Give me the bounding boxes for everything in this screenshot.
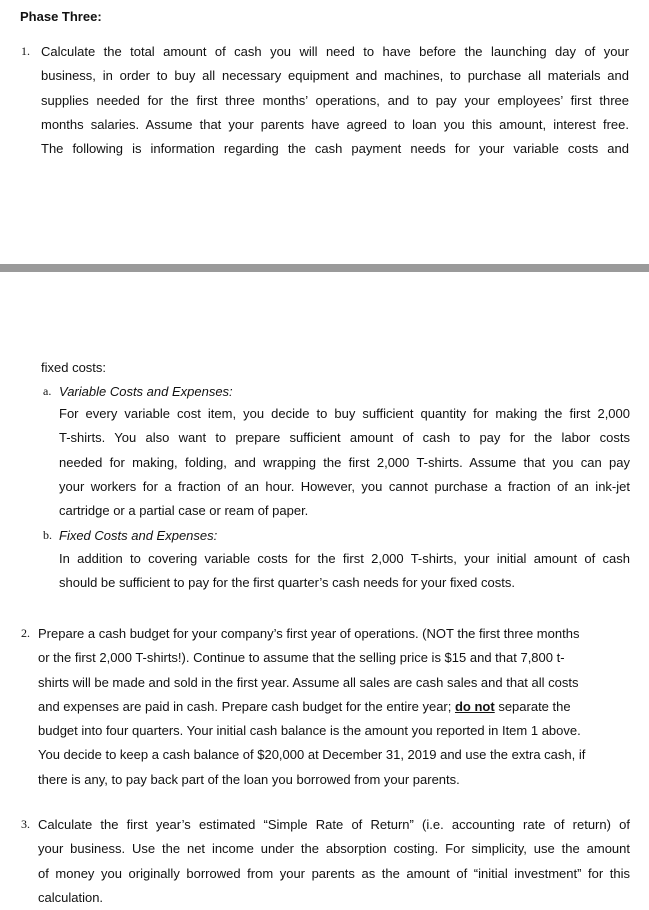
sub-a-letter: a. <box>43 384 52 398</box>
item-3-line: Calculate the first year’s estimated “Simple Rate of Return” (i.e. accounting rate of return) of <box>38 817 630 832</box>
sub-a-text <box>59 402 630 499</box>
item-2-line: or the first 2,000 T-shirts!). Continue to assume that the selling price is $15 and that 7,800 t- <box>38 650 565 666</box>
item-2-line: Prepare a cash budget for your company’s first year of operations. (NOT the first three months <box>38 626 580 641</box>
item-3-last-line: calculation. <box>38 890 104 905</box>
sub-b-line: In addition to covering variable costs for the first 2,000 T-shirts, your initial amount of cash <box>59 551 630 566</box>
item-2-text <box>38 622 630 792</box>
sub-a-title: Variable Costs and Expenses: <box>59 384 233 399</box>
sub-b-text <box>59 547 630 571</box>
item-1-line: business, in order to buy all necessary equipment and machines, to purchase all materials and <box>41 68 629 84</box>
sub-b-title: Fixed Costs and Expenses: <box>59 528 218 543</box>
item-2-line: You decide to keep a cash balance of $20,000 at December 31, 2019 and use the extra cash, if <box>38 747 586 763</box>
item-3-line: your business. Use the net income under the absorption costing. For simplicity, use the amount <box>38 841 630 857</box>
item-1-continuation: fixed costs: <box>41 360 107 375</box>
sub-a-line: For every variable cost item, you decide to buy sufficient quantity for making the first 2,000 <box>59 406 630 421</box>
item-1-line: The following is information regarding the cash payment needs for your variable costs and <box>41 141 629 157</box>
sub-a-line: needed for making, folding, and wrapping the first 2,000 T-shirts. Assume that you can pay <box>59 454 630 470</box>
sub-b-letter: b. <box>43 528 52 542</box>
item-2-line: shirts will be made and sold in the first year. Assume all sales are cash sales and that all costs <box>38 674 579 690</box>
item-3-line: of money you originally borrowed from your parents as the amount of “initial investment” for this <box>38 865 630 881</box>
item-2-line: budget into four quarters. Your initial cash balance is the amount you reported in Item 1 above. <box>38 723 581 739</box>
page-top <box>0 0 649 264</box>
item-1-line: Calculate the total amount of cash you will need to have before the launching day of your <box>41 44 629 59</box>
item-1-number: 1. <box>21 44 30 58</box>
item-2-line <box>38 695 630 719</box>
item-2-line-4-end: separate the <box>494 698 571 714</box>
item-1-line: supplies needed for the first three months’ operations, and to pay your employees’ first three <box>41 92 629 108</box>
page-bottom <box>0 272 649 907</box>
sub-a-line: T-shirts. You also want to prepare sufficient amount of cash to pay for the labor costs <box>59 430 630 446</box>
item-2-line-4-start: and expenses are paid in cash. Prepare cash budget for the entire year; <box>38 698 455 714</box>
item-1-text <box>41 40 629 161</box>
sub-b-last-line: should be sufficient to pay for the first quarter’s cash needs for your fixed costs. <box>59 575 515 590</box>
item-2-number: 2. <box>21 626 30 640</box>
page-break-divider <box>0 264 649 272</box>
item-3-number: 3. <box>21 817 30 831</box>
item-3-text <box>38 813 630 886</box>
do-not-emphasis: do not <box>454 698 495 714</box>
item-1-line: months salaries. Assume that your parents have agreed to loan you this amount, interest free. <box>41 116 629 132</box>
phase-heading: Phase Three: <box>20 9 102 24</box>
item-2-last-line: there is any, to pay back part of the loan you borrowed from your parents. <box>38 771 460 787</box>
sub-a-last-line: cartridge or a partial case or ream of paper. <box>59 503 309 518</box>
sub-a-line: your workers for a fraction of an hour. However, you cannot purchase a fraction of an ink-jet <box>59 478 630 494</box>
